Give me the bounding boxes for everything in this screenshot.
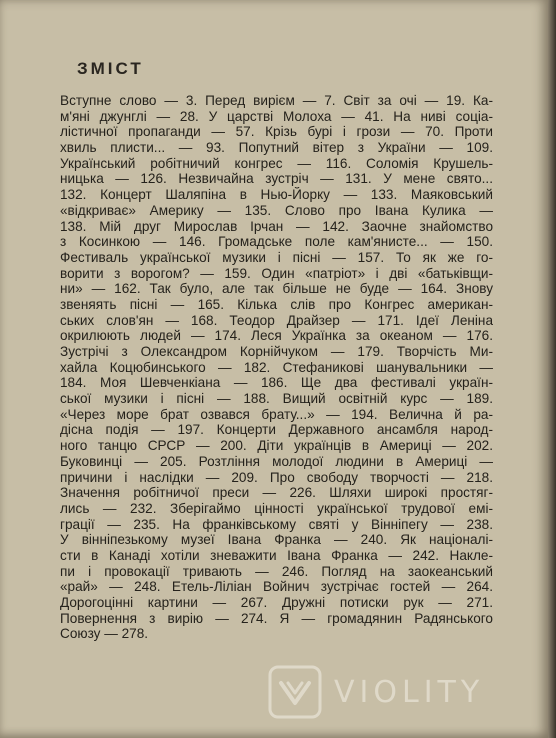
toc-line: ного танцю СРСР — 200. Діти українців в Америці — 202. <box>60 438 493 454</box>
toc-line: хвиль плисти... — 93. Попутний вітер з України — 109. <box>60 140 493 156</box>
toc-line: дісна подія — 197. Концерти Державного ансамбля народ- <box>60 422 493 438</box>
toc-line: ських слов'ян — 168. Теодор Драйзер — 171. Ідеї Леніна <box>60 312 493 328</box>
toc-line: лістичної пропаганди — 57. Крізь бурі і грози — 70. Проти <box>60 124 493 140</box>
toc-line: 132. Концерт Шаляпіна в Нью-Йорку — 133. Маяковський <box>60 187 493 203</box>
toc-line: Дорогоцінні картини — 267. Дружні потиски рук — 271. <box>60 595 493 610</box>
toc-line: ни» — 162. Так було, але так більше не буде — 164. Знову <box>60 281 493 297</box>
toc-line: Буковинці — 205. Розтління молодої людини в Америці — <box>60 453 493 469</box>
toc-line: окрилюють людей — 174. Леся Українка за океаном — 176. <box>60 328 493 344</box>
toc-line: хайла Коцюбинського — 182. Стефаникові шанувальники — <box>60 359 493 375</box>
toc-line: Союзу — 278. <box>60 626 149 642</box>
toc-line: м'яні джунглі — 28. У царстві Молоха — 41. На ниві соціа- <box>60 108 493 124</box>
toc-line: лись — 232. Зберігаймо цінності української трудової емі- <box>60 500 493 516</box>
toc-line: сти в Канаді хотіли зневажити Івана Франка — 242. Накле- <box>60 547 493 563</box>
toc-line: ницька — 126. Незвичайна зустріч — 131. У мене свято... <box>60 171 493 187</box>
toc-line: 138. Мій друг Мирослав Ірчан — 142. Заочне знайомство <box>60 218 493 234</box>
toc-line: ворити з ворогом? — 159. Один «патріот» і дві «батьківщи- <box>60 265 493 281</box>
toc-line: причини і наслідки — 209. Про свободу творчості — 218. <box>60 469 493 485</box>
watermark-text: VIOLITY <box>334 674 485 710</box>
toc-line: «Через море брат озвався брату...» — 194. Велична й ра- <box>60 406 493 422</box>
toc-line: У вінніпезькому музеї Івана Франка — 240. Як націоналі- <box>60 532 493 548</box>
toc-line: з Косинкою — 146. Громадське поле кам'янисте... — 150. <box>60 234 493 250</box>
toc-line: Зустрічі з Олександром Корнійчуком — 179. Творчість Ми- <box>60 344 493 359</box>
toc-line: Значення робітничої преси — 226. Шляхи широкі простяг- <box>60 485 493 501</box>
toc-line: звеняять пісні — 165. Кілька слів про Конгрес американ- <box>60 296 493 312</box>
toc-line: ської музики і пісні — 188. Вищий освітній курс — 189. <box>60 391 493 407</box>
toc-line: «рай» — 248. Етель-Ліліан Войнич зустрічає гостей — 264. <box>60 579 493 595</box>
toc-line: Фестиваль української музики і пісні — 157. То як же го- <box>60 249 493 265</box>
toc-line: Український робітничий конгрес — 116. Соломія Крушель- <box>60 155 493 171</box>
toc-line: «відкриває» Америку — 135. Слово про Івана Кулика — <box>60 202 493 218</box>
toc-line: пи і провокації тривають — 246. Погляд на заокеанський <box>60 563 493 579</box>
page-edge-shadow <box>548 0 556 738</box>
toc-line: Повернення з вирію — 274. Я — громадянин Радянського <box>60 610 493 626</box>
page-title: ЗМІСТ <box>77 59 144 78</box>
watermark <box>268 665 538 719</box>
toc-line: Вступне слово — 3. Перед вирієм — 7. Світ за очі — 19. Ка- <box>60 93 493 108</box>
toc-line: 184. Моя Шевченкіана — 186. Ще два фестивалі україн- <box>60 375 493 391</box>
toc-line: грації — 235. На франківському святі у Вінніпегу — 238. <box>60 516 493 532</box>
violity-logo-icon <box>268 665 322 719</box>
table-of-contents <box>60 93 493 642</box>
